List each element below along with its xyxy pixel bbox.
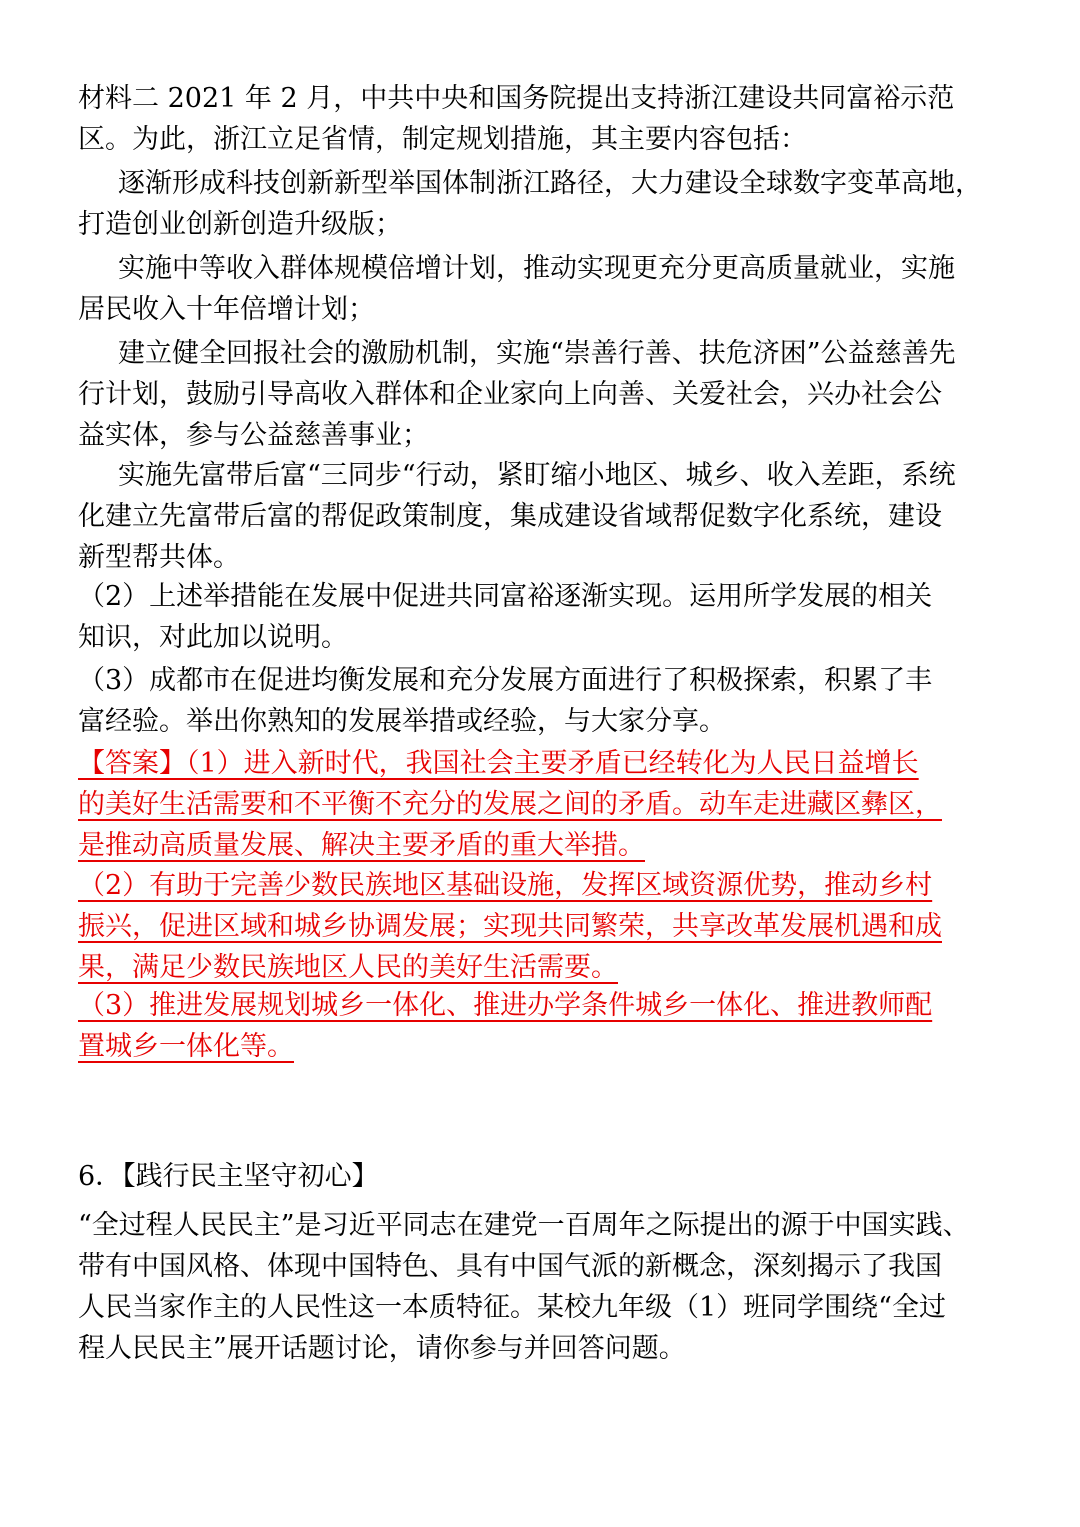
material2-intro bbox=[78, 78, 1008, 160]
material2-item-1 bbox=[78, 163, 1008, 245]
material2-item-4 bbox=[78, 455, 1008, 578]
text-line: （3）成都市在促进均衡发展和充分发展方面进行了积极探索，积累了丰 bbox=[78, 665, 933, 696]
answer-line: 果，满足少数民族地区人民的美好生活需要。 bbox=[78, 952, 618, 983]
text-line: 知识，对此加以说明。 bbox=[78, 622, 348, 653]
answer-line: 置城乡一体化等。 bbox=[78, 1031, 294, 1062]
text-line: 实施先富带后富“三同步“行动，紧盯缩小地区、城乡、收入差距，系统 bbox=[118, 460, 956, 491]
text-line: 富经验。举出你熟知的发展举措或经验，与大家分享。 bbox=[78, 706, 726, 737]
text-line: 带有中国风格、体现中国特色、具有中国气派的新概念，深刻揭示了我国 bbox=[78, 1251, 942, 1282]
section-6-body bbox=[78, 1205, 1008, 1369]
text-line: 材料二 2021 年 2 月，中共中央和国务院提出支持浙江建设共同富裕示范 bbox=[78, 83, 955, 114]
text-line: 打造创业创新创造升级版； bbox=[78, 209, 402, 240]
text-line: 益实体，参与公益慈善事业； bbox=[78, 420, 429, 451]
question-2 bbox=[78, 576, 1008, 658]
text-line: 居民收入十年倍增计划； bbox=[78, 294, 375, 325]
answer-line: （2）有助于完善少数民族地区基础设施，发挥区域资源优势，推动乡村 bbox=[78, 870, 933, 901]
text-line: （2）上述举措能在发展中促进共同富裕逐渐实现。运用所学发展的相关 bbox=[78, 581, 933, 612]
question-3 bbox=[78, 660, 1008, 742]
text-line: 逐渐形成科技创新新型举国体制浙江路径，大力建设全球数字变革高地， bbox=[118, 168, 982, 199]
section-heading: 6．【践行民主坚守初心】 bbox=[78, 1161, 379, 1192]
answer-line: （3）推进发展规划城乡一体化、推进办学条件城乡一体化、推进教师配 bbox=[78, 990, 933, 1021]
answer-line: 振兴，促进区域和城乡协调发展；实现共同繁荣，共享改革发展机遇和成 bbox=[78, 911, 942, 942]
answer-line: 的美好生活需要和不平衡不充分的发展之间的矛盾。动车走进藏区彝区， bbox=[78, 789, 942, 820]
text-line: 化建立先富带后富的帮促政策制度，集成建设省域帮促数字化系统，建设 bbox=[78, 501, 942, 532]
text-line: 建立健全回报社会的激励机制，实施“崇善行善、扶危济困”公益慈善先 bbox=[118, 338, 956, 369]
material2-item-2 bbox=[78, 248, 1008, 330]
material2-item-3 bbox=[78, 333, 1008, 456]
text-line: “全过程人民民主”是习近平同志在建党一百周年之际提出的源于中国实践、 bbox=[78, 1210, 970, 1241]
answer-line: 【答案】（1）进入新时代，我国社会主要矛盾已经转化为人民日益增长 bbox=[78, 748, 919, 779]
text-line: 行计划，鼓励引导高收入群体和企业家向上向善、关爱社会，兴办社会公 bbox=[78, 379, 942, 410]
answer-2 bbox=[78, 865, 1008, 988]
text-line: 程人民民主”展开话题讨论，请你参与并回答问题。 bbox=[78, 1333, 686, 1364]
answer-1 bbox=[78, 743, 1008, 866]
text-line: 区。为此，浙江立足省情，制定规划措施，其主要内容包括： bbox=[78, 124, 807, 155]
text-line: 人民当家作主的人民性这一本质特征。某校九年级（1）班同学围绕“全过 bbox=[78, 1292, 946, 1323]
section-6-heading bbox=[78, 1156, 1008, 1197]
text-line: 实施中等收入群体规模倍增计划，推动实现更充分更高质量就业，实施 bbox=[118, 253, 955, 284]
text-line: 新型帮共体。 bbox=[78, 542, 240, 573]
answer-line: 是推动高质量发展、解决主要矛盾的重大举措。 bbox=[78, 830, 645, 861]
answer-3 bbox=[78, 985, 1008, 1067]
